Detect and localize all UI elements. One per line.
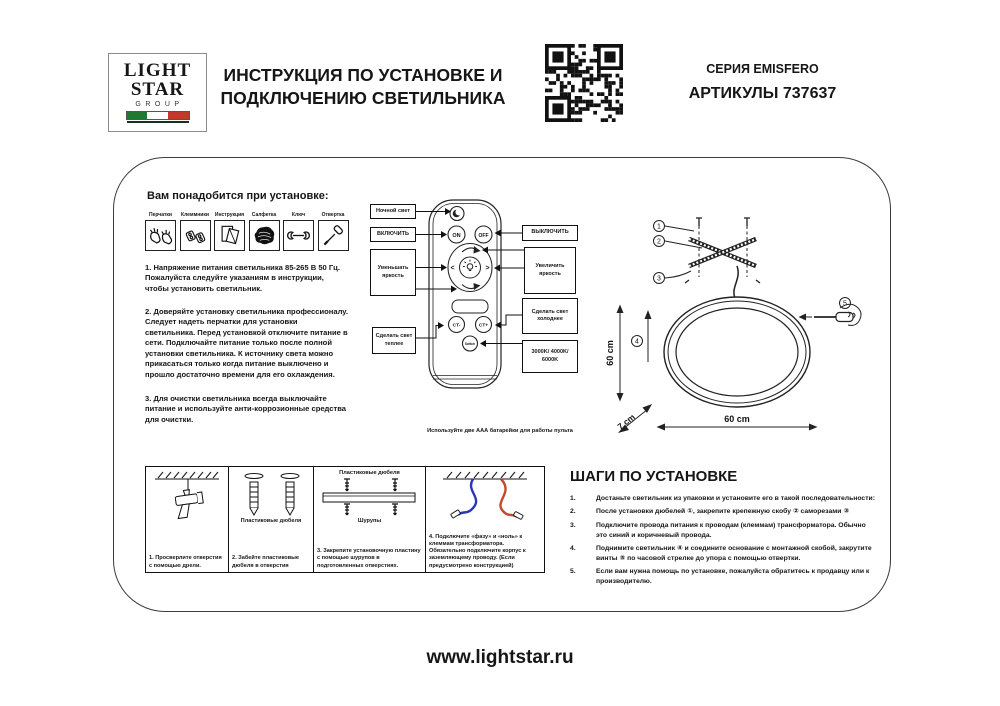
ct-minus-label: CT- — [452, 323, 461, 329]
label-dim: Уменьшать яркость — [370, 249, 416, 296]
pictogram-plate: Пластиковые дюбеля Шурупы 3. Закрепите установочную пластину с помощью шурупов в подготовленных отверстиях. — [314, 467, 426, 572]
callout-5-screwdriver — [799, 298, 862, 326]
screwdriver-icon — [320, 222, 347, 249]
mounting-plate-icon — [317, 476, 421, 518]
remote-body — [429, 200, 501, 388]
page-title — [203, 64, 523, 110]
off-button-label: OFF — [478, 232, 489, 239]
series-block — [640, 62, 885, 103]
svg-text:1: 1 — [657, 223, 661, 231]
callout-4 — [632, 310, 652, 362]
step-1: 1. Достаньте светильник из упаковки и установите его в такой последовательности: — [570, 495, 875, 502]
label-brighten: Увеличить яркость — [524, 247, 576, 294]
svg-text:60 cm: 60 cm — [605, 340, 615, 366]
logo-word-group: GROUP — [135, 100, 184, 108]
warning-paragraph-3: 3. Для очистки светильника всегда выключайте питание и используйте анти-коррозионные средства для очистки. — [145, 394, 347, 424]
display-window — [452, 300, 488, 313]
svg-text:5: 5 — [843, 300, 847, 308]
tool-napkin: Салфетка — [249, 212, 280, 251]
tools-heading: Вам понадобится при установке: — [147, 190, 329, 202]
gloves-icon — [147, 222, 174, 249]
napkin-icon — [251, 222, 278, 249]
pictogram-wiring: 4. Подключите «фазу» и «ноль» к клеммам трансформатора. Обязательно подключите корпус к заземляющему проводу. (Если предусмотрено конструкцией) — [426, 467, 544, 572]
power-cable — [734, 266, 738, 300]
label-colder: Сделать свет холоднее — [522, 298, 578, 334]
mounting-bracket — [685, 218, 760, 300]
tool-terminals: Клеммники — [180, 212, 211, 251]
tool-wrench: Ключ — [283, 212, 314, 251]
lightstar-logo — [108, 53, 207, 132]
manual-icon — [216, 222, 243, 249]
wires-icon — [429, 470, 539, 522]
warning-paragraph-2: 2. Доверяйте установку светильника профессионалу. Следует надеть перчатки для установки светильника. Перед установкой отключите питание в сети. Подключайте питание только после полной установки светильника. К источнику света можно прикасаться только когда питание выключено и прошло достаточно времени для его охлаждения. — [145, 307, 348, 379]
fixture-mounting-diagram — [600, 195, 900, 450]
drill-icon — [149, 470, 226, 522]
articles-label: АРТИКУЛЫ 737637 — [688, 85, 837, 102]
red-wire — [500, 479, 517, 517]
website-url: www.lightstar.ru — [426, 647, 574, 668]
installation-pictograms — [145, 466, 545, 573]
pictogram-dowels: Пластиковые дюбеля 2. Забейте пластиковые дюбеля в отверстия — [229, 467, 314, 572]
blue-wire — [458, 479, 476, 515]
dimension-depth — [615, 404, 652, 433]
svg-text:7 cm: 7 cm — [615, 411, 637, 432]
dowels-icon — [232, 470, 311, 518]
label-turn-off: ВЫКЛЮЧИТЬ — [522, 225, 578, 241]
battery-note: Используйте две ААА батарейки для работы пульта — [427, 428, 573, 434]
steps-heading: ШАГИ ПО УСТАНОВКЕ — [570, 468, 738, 485]
dim-arrow-glyph: < — [450, 265, 455, 272]
label-kelvin-modes: 3000K/ 4000K/ 6000K — [522, 340, 578, 373]
tool-manual: Инструкция — [214, 212, 245, 251]
switch-button-label: Switch — [464, 342, 476, 346]
fixture-body — [664, 297, 810, 407]
callout-1 — [654, 221, 695, 232]
series-label: СЕРИЯ EMISFERO — [706, 62, 819, 76]
screws-below — [344, 504, 398, 515]
logo-word-light: LIGHT — [123, 60, 192, 82]
label-turn-on: ВКЛЮЧИТЬ — [370, 227, 416, 242]
tools-row — [145, 212, 351, 251]
on-button-label: ON — [452, 232, 461, 239]
svg-text:4: 4 — [635, 338, 639, 346]
tool-gloves: Перчатки — [145, 212, 176, 251]
wrench-icon — [285, 222, 312, 249]
label-warmer: Сделать свет теплее — [372, 327, 416, 354]
svg-text:60 cm: 60 cm — [724, 414, 750, 424]
page-title-line1: ИНСТРУКЦИЯ ПО УСТАНОВКЕ И — [223, 65, 503, 85]
brighten-arrow-glyph: > — [485, 265, 490, 272]
screws — [344, 479, 398, 491]
label-night-light: Ночной свет — [370, 204, 416, 219]
qr-code — [545, 44, 623, 122]
logo-word-star: STAR — [130, 78, 185, 100]
terminals-icon — [182, 222, 209, 249]
warning-paragraph-1: 1. Напряжение питания светильника 85-265 В 50 Гц. Пожалуйста следуйте указаниям в инструкции, чтобы установить светильник. — [145, 263, 340, 293]
dimension-width — [657, 414, 818, 431]
step-4: 4. Поднимите светильник ④ и соедините основание с монтажной скобой, закрутите винты ⑤ по часовой стрелке до упора с помощью отвертки. — [570, 544, 872, 562]
italian-flag-bar — [126, 111, 190, 120]
step-5: 5. Если вам нужна помощь по установке, пожалуйста обратитесь к продавцу или к производителю. — [570, 568, 870, 585]
tool-screwdriver: Отвертка — [318, 212, 349, 251]
callout-3 — [654, 271, 692, 284]
pictogram-drill: 1. Просверлите отверстия с помощью дрели. — [146, 467, 229, 572]
ct-plus-label: CT+ — [478, 323, 489, 329]
installation-steps — [570, 468, 878, 590]
step-3: 3. Подключите провода питания к проводам (клеммам) трансформатора. Обычно это синий и коричневый провода. — [570, 521, 866, 539]
svg-text:2: 2 — [657, 238, 661, 246]
step-2: 2. После установки дюбелей ①, закрепите крепежную скобу ② саморезами ③ — [570, 508, 850, 516]
page-title-line2: ПОДКЛЮЧЕНИЮ СВЕТИЛЬНИКА — [220, 88, 506, 109]
svg-text:3: 3 — [657, 275, 661, 283]
flag-underline — [127, 121, 189, 123]
dimension-height — [605, 305, 624, 402]
